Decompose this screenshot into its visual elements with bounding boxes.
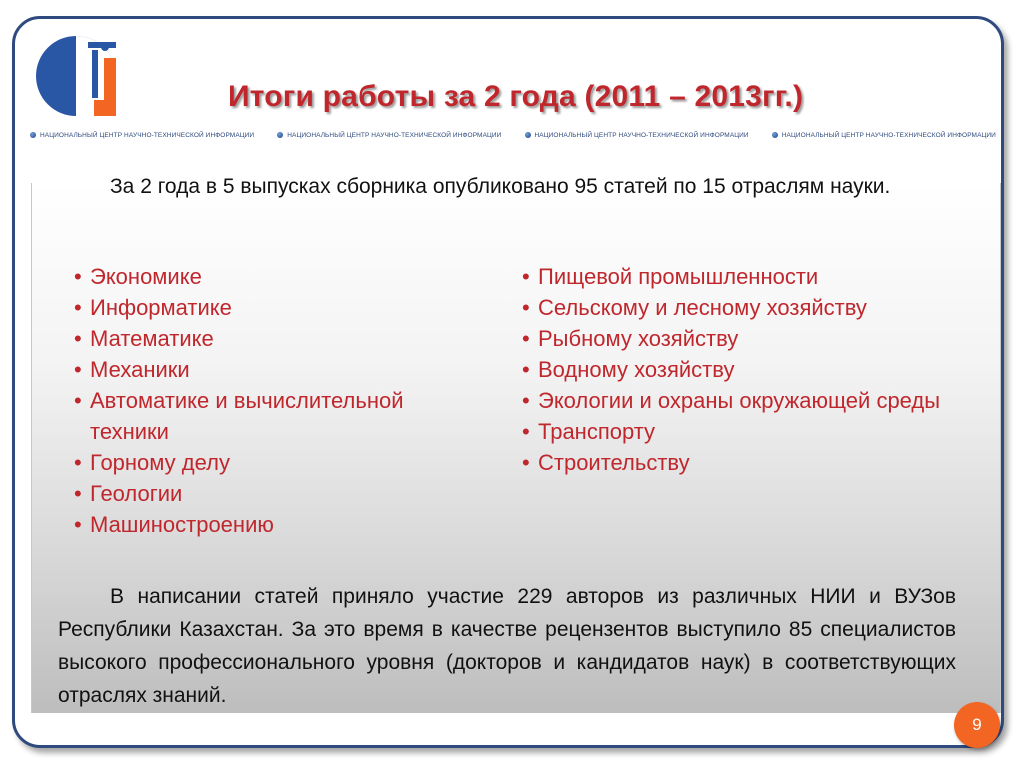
list-item: • Экономике bbox=[74, 261, 474, 292]
band-item bbox=[30, 132, 254, 139]
slide-title: Итоги работы за 2 года (2011 – 2013гг.) bbox=[228, 80, 804, 113]
branches-list-left bbox=[74, 261, 474, 540]
list-item: • Сельскому и лесному хозяйству bbox=[522, 292, 952, 323]
band-item bbox=[772, 132, 996, 139]
band-item bbox=[525, 132, 749, 139]
page-number-badge: 9 bbox=[954, 702, 1000, 748]
globe-dot-icon bbox=[525, 132, 531, 138]
list-item: • Механики bbox=[74, 354, 474, 385]
list-item: • Автоматике и вычислительной техники bbox=[74, 385, 474, 447]
band-text: НАЦИОНАЛЬНЫЙ ЦЕНТР НАУЧНО-ТЕХНИЧЕСКОЙ ИНФОРМАЦИИ bbox=[287, 131, 502, 139]
list-item: • Строительству bbox=[522, 447, 952, 478]
list-item: • Рыбному хозяйству bbox=[522, 323, 952, 354]
list-item: • Машиностроению bbox=[74, 509, 474, 540]
list-item: • Информатике bbox=[74, 292, 474, 323]
list-item: • Геологии bbox=[74, 478, 474, 509]
globe-dot-icon bbox=[277, 132, 283, 138]
list-item: • Транспорту bbox=[522, 416, 952, 447]
intro-paragraph: За 2 года в 5 выпусках сборника опубликовано 95 статей по 15 отраслям науки. bbox=[110, 175, 891, 198]
band-text: НАЦИОНАЛЬНЫЙ ЦЕНТР НАУЧНО-ТЕХНИЧЕСКОЙ ИНФОРМАЦИИ bbox=[781, 131, 996, 139]
band-text: НАЦИОНАЛЬНЫЙ ЦЕНТР НАУЧНО-ТЕХНИЧЕСКОЙ ИНФОРМАЦИИ bbox=[534, 131, 749, 139]
list-item: • Горному делу bbox=[74, 447, 474, 478]
branches-list-right bbox=[522, 261, 952, 478]
band-item bbox=[277, 132, 501, 139]
globe-dot-icon bbox=[30, 132, 36, 138]
list-item: • Экологии и охраны окружающей среды bbox=[522, 385, 952, 416]
globe-dot-icon bbox=[772, 132, 778, 138]
band-text: НАЦИОНАЛЬНЫЙ ЦЕНТР НАУЧНО-ТЕХНИЧЕСКОЙ ИНФОРМАЦИИ bbox=[40, 131, 255, 139]
ncnti-logo-icon bbox=[34, 30, 124, 120]
closing-paragraph: В написании статей приняло участие 229 авторов из различных НИИ и ВУЗов Республики Казахстан. За это время в качестве рецензентов выступило 85 специалистов высокого профессионального уровня (докторов и кандидатов наук) в соответствующих отраслях знаний. bbox=[58, 585, 956, 707]
list-item: • Математике bbox=[74, 323, 474, 354]
list-item: • Водному хозяйству bbox=[522, 354, 952, 385]
header-band bbox=[30, 128, 996, 142]
list-item: • Пищевой промышленности bbox=[522, 261, 952, 292]
